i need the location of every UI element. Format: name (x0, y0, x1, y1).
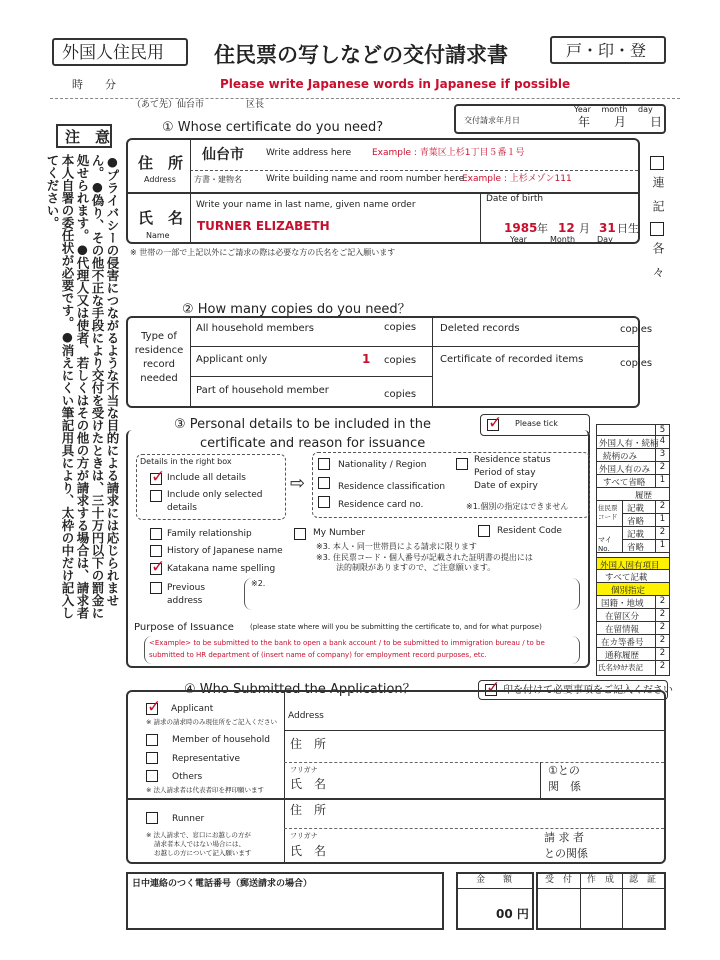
my-number-checkbox[interactable] (294, 528, 306, 540)
residence-card-label: Residence card no. (338, 500, 424, 510)
row-part-copies: copies (384, 389, 417, 400)
section3-heading-1: ③ Personal details to be included in the (174, 417, 431, 432)
residence-card-checkbox[interactable] (318, 496, 330, 508)
include-selected-label-1: Include only selected (167, 490, 263, 500)
side-item-1: 在留区分 (605, 612, 640, 622)
individual-note: ※1.個別の指定はできません (466, 502, 569, 511)
representative-checkbox[interactable] (146, 752, 158, 764)
residence-status-checkbox[interactable] (456, 458, 468, 470)
side-num-myno-kisai: 2 (655, 527, 669, 539)
amount-label: 金 額 (476, 875, 513, 885)
side-individual: 個別指定 (611, 586, 646, 596)
row-all-members: All household members (196, 323, 314, 334)
history-name-label: History of Japanese name (167, 546, 283, 556)
form-type-label: 外国人住民用 (62, 43, 164, 63)
building-hint: Write building name and room number here (266, 174, 465, 184)
jusho-label-1: 住 所 (290, 737, 327, 751)
relation-label-1: ①との (548, 764, 580, 777)
row-applicant-only: Applicant only (196, 354, 268, 365)
side-num-code-kisai: 2 (655, 501, 669, 513)
status-label-1: Residence status (474, 455, 551, 465)
include-all-label: Include all details (167, 473, 246, 483)
member-checkbox[interactable] (146, 734, 158, 746)
dob-jp-day: 日生 (617, 222, 639, 235)
request-date-box[interactable] (454, 104, 666, 134)
dob-year[interactable]: 1985 (504, 221, 538, 235)
resident-code-label: Resident Code (497, 526, 562, 536)
section3-heading-2: certificate and reason for issuance (200, 436, 426, 451)
stamp-box (550, 36, 666, 64)
runner-note-1: ※ 法人請求で、窓口にお越しの方が (146, 831, 251, 839)
side-item-num-2: 2 (655, 622, 669, 634)
subtitle-note: Please write Japanese words in Japanese if possible (220, 77, 571, 91)
addressee: （あて先）仙台市 (132, 100, 205, 110)
uketsuke-label: 受 付 (545, 875, 573, 885)
applicant-copies-value[interactable]: 1 (362, 352, 371, 366)
jusho-label-2: 住 所 (290, 803, 327, 817)
previous-address-field[interactable] (244, 578, 580, 610)
status-label-3: Date of expiry (474, 481, 538, 491)
mayor-suffix: 区長 (246, 100, 265, 110)
phone-box[interactable] (126, 872, 444, 930)
please-tick-label: Please tick (515, 419, 558, 428)
family-checkbox[interactable] (150, 528, 162, 540)
requester-relation-2: との関係 (544, 847, 588, 860)
details-right-box: Details in the right box (140, 457, 232, 466)
side-row-2: 続柄のみ (603, 452, 638, 462)
address-field-label: Address (288, 711, 324, 721)
caution-text: ●プライバシーの侵害につながるような不当な目的による請求には応じられません。●偽り、その他不正な手段により交付を受けたときは、三十万円以下の罰金に処せられます。●代理人又は使者、若しくはその他の方が請求する場合は、請求者本人自署の委任状が必要です。●消えにくい筆記用具により、太枠の中だけ記入してください。 (45, 154, 120, 619)
side-row-3: 外国人有のみ (599, 465, 651, 475)
dob-month[interactable]: 12 (558, 221, 575, 235)
applicant-label: Applicant (171, 704, 214, 714)
others-checkbox[interactable] (146, 770, 158, 782)
residence-class-checkbox[interactable] (318, 477, 330, 489)
side-num-5: 5 (655, 425, 669, 435)
building-example: Example : 上杉メゾン111 (462, 174, 572, 184)
note2: ※2. (251, 579, 266, 588)
runner-note-2: 請求者本人ではない場合には、 (154, 840, 245, 848)
side-row-1: 外国人有・続柄 (599, 439, 659, 449)
side-juminhyo-code: 住民票コード (598, 504, 618, 521)
side-num-myno-shoryaku: 1 (655, 540, 669, 552)
previous-address-checkbox[interactable] (150, 582, 162, 594)
purpose-label: Purpose of Issuance (134, 622, 234, 633)
side-num-4: 4 (655, 436, 669, 448)
resident-code-checkbox[interactable] (478, 525, 490, 537)
page-title: 住民票の写しなどの交付請求書 (214, 43, 508, 67)
side-num-1: 1 (655, 475, 669, 487)
side-shoryaku-1: 省略 (627, 517, 645, 527)
address-label-jp: 住 所 (138, 154, 184, 172)
kakuko-label: 各 々 (651, 242, 665, 278)
row-recorded-copies: copies (620, 358, 653, 369)
stamp-label: 戸・印・登 (566, 41, 647, 60)
dob-en-month: Month (550, 235, 576, 244)
side-foreign-header: 外国人固有項目 (600, 561, 660, 571)
status-label-2: Period of stay (474, 468, 536, 478)
note3b: ※3. 住民票コード・個人番号が記載された証明書の提出には (316, 553, 533, 562)
nationality-checkbox[interactable] (318, 458, 330, 470)
shimei-label-1: 氏 名 (290, 777, 327, 791)
member-label: Member of household (172, 735, 270, 745)
side-panel (596, 424, 670, 676)
name-value[interactable]: TURNER ELIZABETH (197, 219, 330, 233)
row-recorded-items: Certificate of recorded items (440, 354, 584, 365)
nationality-label: Nationality / Region (338, 460, 427, 470)
address-example: Example : 青葉区上杉1丁目５番１号 (372, 148, 525, 158)
katakana-checkbox[interactable] (150, 563, 162, 575)
purpose-example-1: <Example> to be submitted to the bank to open a bank account / to be submitted to immigration bureau / to be (149, 639, 545, 647)
note3c: 法的制限がありますので、ご注意願います。 (336, 563, 496, 572)
side-rireki: 履歴 (635, 491, 653, 501)
previous-label-2: address (167, 596, 203, 606)
representative-label: Representative (172, 754, 241, 764)
runner-note-3: お越しの方について記入願います (154, 849, 252, 857)
address-label-en: Address (144, 175, 176, 184)
date-en: Year month day (574, 105, 653, 114)
date-jp: 年 月 日 (578, 115, 663, 129)
dob-en-year: Year (510, 235, 527, 244)
dob-jp-year: 年 (537, 222, 548, 235)
furigana-label-2: フリガナ (290, 832, 318, 840)
side-item-num-3: 2 (655, 635, 669, 647)
record-type-label: Type of residence record needed (134, 331, 184, 384)
tick-instruction-label: 印を付けて必要事項をご記入ください (503, 685, 673, 696)
address-hint: Write address here (266, 148, 352, 158)
arrow-right-icon: ⇨ (290, 473, 306, 494)
row-part-members: Part of household member (196, 385, 329, 396)
family-label: Family relationship (167, 529, 252, 539)
section4-heading: ④ Who Submitted the Application？ (184, 682, 416, 697)
renki-label: 連 記 (651, 176, 665, 212)
dob-en-day: Day (597, 235, 613, 244)
my-number-label: My Number (313, 528, 366, 538)
office-box (536, 872, 666, 930)
row-all-copies: copies (384, 322, 417, 333)
side-item-num-1: 2 (655, 609, 669, 621)
amount-value: 00 円 (496, 907, 529, 921)
side-item-4: 通称履歴 (605, 651, 640, 661)
include-selected-label-2: details (167, 503, 197, 513)
side-item-num-4: 2 (655, 648, 669, 660)
name-hint: Write your name in last name, given name order (196, 200, 416, 210)
purpose-hint: (please state where will you be submitting the certificate to, and for what purpose) (250, 623, 542, 631)
name-label-jp: 氏 名 (138, 209, 184, 227)
include-selected-checkbox[interactable] (150, 490, 162, 502)
dob-day[interactable]: 31 (599, 221, 616, 235)
requester-relation-1: 請 求 者 (544, 831, 584, 844)
side-shoryaku-2: 省略 (627, 543, 645, 553)
runner-checkbox[interactable] (146, 812, 158, 824)
kakuko-checkbox[interactable] (650, 222, 664, 236)
side-num-2: 2 (655, 462, 669, 474)
address-city[interactable]: 仙台市 (202, 147, 244, 163)
runner-label: Runner (172, 814, 205, 824)
name-label-en: Name (146, 231, 170, 240)
note3a: ※3. 本人・同一世帯員による請求に限ります (316, 542, 477, 551)
residence-class-label: Residence classification (338, 482, 446, 492)
side-kisai-1: 記載 (627, 504, 645, 514)
include-all-checkbox[interactable] (150, 473, 162, 485)
side-item-num-0: 2 (655, 596, 669, 608)
furigana-label-1: フリガナ (290, 766, 318, 774)
side-my-no: マイNo. (598, 536, 612, 553)
others-label: Others (172, 772, 203, 782)
corp-note: ※ 法人請求者は代表者印を押印願います (146, 786, 265, 794)
dob-label: Date of birth (486, 194, 544, 204)
caution-title-box (56, 124, 112, 148)
row-deleted-copies: copies (620, 324, 653, 335)
side-item-num-5: 2 (655, 661, 669, 675)
nintei-label: 認 証 (629, 875, 657, 885)
side-all-kisai: すべて記載 (605, 573, 648, 583)
history-name-checkbox[interactable] (150, 545, 162, 557)
side-kisai-2: 記載 (627, 530, 645, 540)
side-num-code-shoryaku: 1 (655, 514, 669, 526)
katakana-label: Katakana name spelling (167, 564, 276, 574)
dob-jp-month: 月 (579, 222, 590, 235)
applicant-checkbox[interactable] (146, 703, 158, 715)
side-row-4: すべて省略 (603, 478, 646, 488)
section1-footnote: ※ 世帯の一部で上記以外にご請求の際は必要な方の氏名をご記入願います (130, 248, 396, 257)
side-item-5: 氏名ｶﾀｶﾅ表記 (598, 663, 643, 672)
side-item-3: 在カ等番号 (601, 638, 644, 648)
side-item-2: 在留情報 (605, 625, 640, 635)
side-item-0: 国籍・地域 (601, 599, 644, 609)
purpose-field[interactable] (144, 636, 580, 664)
amount-box (456, 872, 534, 930)
row-applicant-copies: copies (384, 355, 417, 366)
section2-heading: ② How many copies do you need？ (182, 302, 411, 317)
caution-title: 注 意 (65, 128, 111, 146)
time-label: 時 分 (72, 78, 116, 91)
shimei-label-2: 氏 名 (290, 844, 327, 858)
form-type-box (52, 38, 188, 66)
previous-label-1: Previous (167, 583, 206, 593)
purpose-example-2: submitted to HR department of (insert name of company) for employment record purposes, etc. (149, 651, 487, 659)
relation-label-2: 関 係 (548, 780, 581, 793)
date-label: 交付請求年月日 (464, 116, 520, 125)
building-label: 方書・建物名 (194, 175, 242, 184)
side-num-3: 3 (655, 449, 669, 461)
section1-heading: ① Whose certificate do you need? (162, 120, 384, 135)
renki-checkbox[interactable] (650, 156, 664, 170)
row-deleted: Deleted records (440, 323, 520, 334)
phone-label: 日中連絡のつく電話番号（郵送請求の場合） (132, 879, 313, 889)
applicant-note: ※ 請求の請求時のみ現住所をご記入ください (146, 718, 278, 726)
sakusei-label: 作 成 (587, 875, 615, 885)
